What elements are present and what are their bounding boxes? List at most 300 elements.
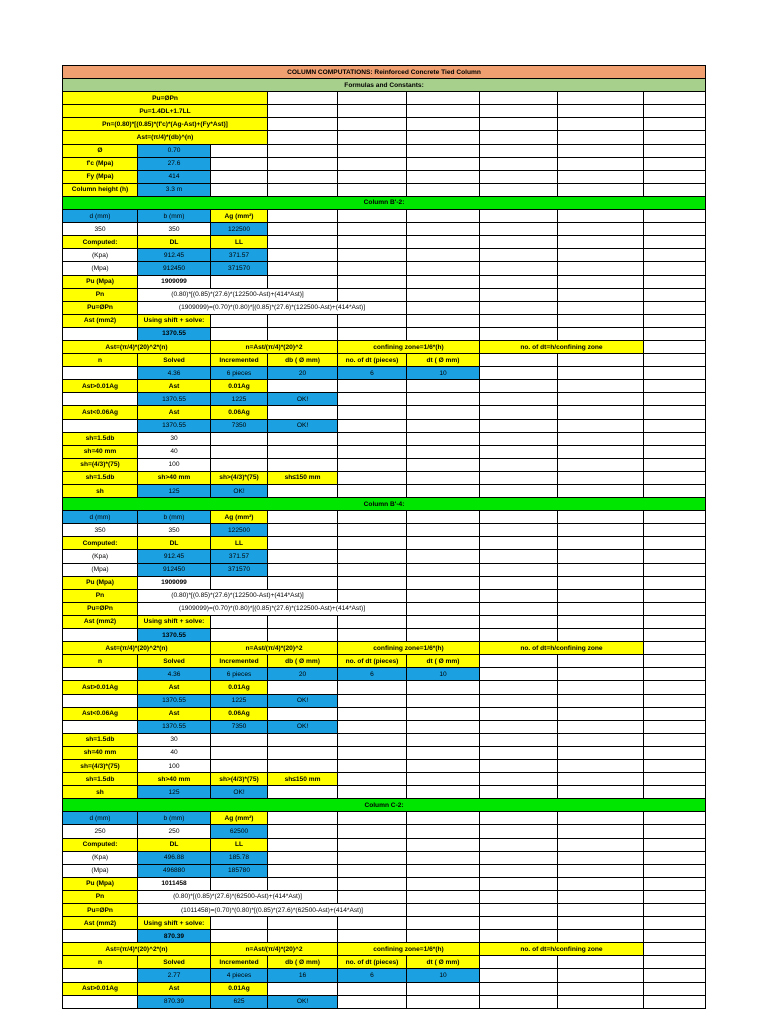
empty-cell bbox=[407, 746, 480, 759]
sh-value: 100 bbox=[138, 759, 211, 772]
empty-cell bbox=[338, 982, 407, 995]
empty-cell bbox=[558, 877, 644, 890]
formula-row bbox=[63, 131, 706, 144]
empty-cell bbox=[338, 445, 407, 458]
d-header: d (mm) bbox=[63, 812, 138, 825]
empty-cell bbox=[644, 327, 706, 340]
empty-cell bbox=[480, 864, 558, 877]
solved-header: Solved bbox=[138, 354, 211, 367]
empty-cell bbox=[644, 537, 706, 550]
sh-row bbox=[63, 733, 706, 746]
sh-label: sh=(4/3)*(75) bbox=[63, 458, 138, 471]
dt-header: dt ( Ø mm) bbox=[407, 956, 480, 969]
empty-cell bbox=[644, 890, 706, 903]
empty-cell bbox=[338, 92, 407, 105]
ast-equation: Ast=(π/4)*(20)^2*(n) bbox=[63, 340, 211, 353]
empty-cell bbox=[338, 615, 407, 628]
empty-cell bbox=[407, 812, 480, 825]
empty-cell bbox=[644, 419, 706, 432]
empty-cell bbox=[338, 157, 407, 170]
formulas-header: Formulas and Constants: bbox=[63, 79, 706, 92]
empty-cell bbox=[644, 615, 706, 628]
empty-cell bbox=[480, 904, 558, 917]
empty-cell bbox=[480, 759, 558, 772]
empty-cell bbox=[644, 367, 706, 380]
empty-cell bbox=[407, 589, 480, 602]
empty-cell bbox=[338, 262, 407, 275]
empty-cell bbox=[268, 236, 338, 249]
pn-label: Pn bbox=[63, 589, 138, 602]
empty-cell bbox=[407, 629, 480, 642]
empty-cell bbox=[480, 694, 558, 707]
puphi-label: Pu=ØPn bbox=[63, 602, 138, 615]
empty-cell bbox=[407, 471, 480, 484]
mpa-ll: 371570 bbox=[211, 563, 268, 576]
puphi-label: Pu=ØPn bbox=[63, 904, 138, 917]
ast-max-label: Ast<0.06Ag bbox=[63, 707, 138, 720]
empty-cell bbox=[338, 236, 407, 249]
empty-cell bbox=[268, 917, 338, 930]
confining-zone: confining zone=1/6*(h) bbox=[338, 943, 480, 956]
empty-cell bbox=[644, 720, 706, 733]
empty-cell bbox=[211, 629, 268, 642]
empty-cell bbox=[268, 982, 338, 995]
empty-cell bbox=[480, 655, 558, 668]
empty-cell bbox=[268, 563, 338, 576]
empty-cell bbox=[338, 720, 407, 733]
empty-cell bbox=[338, 563, 407, 576]
nodt-value: 6 bbox=[338, 969, 407, 982]
empty-cell bbox=[268, 707, 338, 720]
constant-label: f'c (Mpa) bbox=[63, 157, 138, 170]
empty-cell bbox=[644, 118, 706, 131]
sh-check-3: sh≤150 mm bbox=[268, 773, 338, 786]
empty-cell bbox=[211, 445, 268, 458]
empty-cell bbox=[644, 956, 706, 969]
empty-cell bbox=[558, 917, 644, 930]
empty-cell bbox=[644, 170, 706, 183]
empty-cell bbox=[407, 458, 480, 471]
empty-cell bbox=[644, 668, 706, 681]
empty-cell bbox=[211, 458, 268, 471]
empty-cell bbox=[407, 773, 480, 786]
ll-header: LL bbox=[211, 537, 268, 550]
empty-cell bbox=[480, 485, 558, 498]
empty-cell bbox=[407, 236, 480, 249]
nodt-header: no. of dt (pieces) bbox=[338, 354, 407, 367]
empty-cell bbox=[558, 838, 644, 851]
empty-cell bbox=[558, 432, 644, 445]
empty-cell bbox=[558, 210, 644, 223]
empty-cell bbox=[644, 183, 706, 196]
empty-cell bbox=[558, 380, 644, 393]
empty-cell bbox=[558, 327, 644, 340]
empty-cell bbox=[480, 812, 558, 825]
empty-cell bbox=[338, 406, 407, 419]
d-header: d (mm) bbox=[63, 210, 138, 223]
sh-check-1: sh>40 mm bbox=[138, 471, 211, 484]
empty-cell bbox=[558, 995, 644, 1008]
constant-value: 0.70 bbox=[138, 144, 211, 157]
constant-value: 3.3 m bbox=[138, 183, 211, 196]
empty-cell bbox=[268, 118, 338, 131]
d-value: 350 bbox=[63, 223, 138, 236]
empty-cell bbox=[407, 262, 480, 275]
empty-cell bbox=[644, 576, 706, 589]
ag-value: 62500 bbox=[211, 825, 268, 838]
empty-cell bbox=[407, 249, 480, 262]
empty-cell bbox=[268, 485, 338, 498]
b-value: 250 bbox=[138, 825, 211, 838]
ast-min-label: Ast>0.01Ag bbox=[63, 982, 138, 995]
empty-cell bbox=[63, 327, 138, 340]
empty-cell bbox=[407, 733, 480, 746]
equations-row bbox=[63, 340, 706, 353]
empty-cell bbox=[558, 864, 644, 877]
empty-cell bbox=[63, 930, 138, 943]
constant-label: Fy (Mpa) bbox=[63, 170, 138, 183]
ll-header: LL bbox=[211, 236, 268, 249]
empty-cell bbox=[558, 170, 644, 183]
mpa-dl: 912450 bbox=[138, 563, 211, 576]
empty-cell bbox=[480, 851, 558, 864]
sh-label: sh=40 mm bbox=[63, 746, 138, 759]
empty-cell bbox=[268, 445, 338, 458]
empty-cell bbox=[558, 471, 644, 484]
empty-cell bbox=[558, 314, 644, 327]
empty-cell bbox=[644, 314, 706, 327]
empty-cell bbox=[338, 288, 407, 301]
solved-value: 4.36 bbox=[138, 367, 211, 380]
empty-cell bbox=[338, 877, 407, 890]
empty-cell bbox=[268, 170, 338, 183]
empty-cell bbox=[480, 615, 558, 628]
kpa-row bbox=[63, 249, 706, 262]
n-value-row bbox=[63, 668, 706, 681]
empty-cell bbox=[407, 210, 480, 223]
pu-value: 1909099 bbox=[138, 275, 211, 288]
ag-value: 122500 bbox=[211, 524, 268, 537]
sh-final-row bbox=[63, 485, 706, 498]
empty-cell bbox=[338, 249, 407, 262]
pn-formula: (0.80)*[(0.85)*(27.6)*(122500-Ast)+(414*Ast)] bbox=[138, 589, 338, 602]
empty-cell bbox=[644, 511, 706, 524]
pu-label: Pu (Mpa) bbox=[63, 576, 138, 589]
empty-cell bbox=[268, 812, 338, 825]
empty-cell bbox=[407, 144, 480, 157]
empty-cell bbox=[338, 380, 407, 393]
empty-cell bbox=[407, 485, 480, 498]
sh-final-row bbox=[63, 786, 706, 799]
empty-cell bbox=[407, 890, 480, 903]
puphi-formula: (1909099)=(0.70)*(0.80)*[(0.85)*(27.6)*(122500-Ast)+(414*Ast)] bbox=[138, 602, 407, 615]
incremented-header: Incremented bbox=[211, 354, 268, 367]
empty-cell bbox=[63, 720, 138, 733]
sh-check-3: sh≤150 mm bbox=[268, 471, 338, 484]
empty-cell bbox=[644, 982, 706, 995]
n-value-row bbox=[63, 367, 706, 380]
constant-label: Ø bbox=[63, 144, 138, 157]
empty-cell bbox=[644, 458, 706, 471]
pn-row bbox=[63, 288, 706, 301]
n-label: n bbox=[63, 354, 138, 367]
empty-cell bbox=[268, 930, 338, 943]
empty-cell bbox=[480, 982, 558, 995]
dl-header: DL bbox=[138, 236, 211, 249]
empty-cell bbox=[480, 838, 558, 851]
n-header-row bbox=[63, 655, 706, 668]
empty-cell bbox=[407, 524, 480, 537]
empty-cell bbox=[644, 851, 706, 864]
empty-cell bbox=[407, 183, 480, 196]
puphi-formula: (1909099)=(0.70)*(0.80)*[(0.85)*(27.6)*(122500-Ast)+(414*Ast)] bbox=[138, 301, 407, 314]
ast-equation: Ast=(π/4)*(20)^2*(n) bbox=[63, 943, 211, 956]
empty-cell bbox=[644, 210, 706, 223]
empty-cell bbox=[558, 825, 644, 838]
empty-cell bbox=[644, 733, 706, 746]
empty-cell bbox=[407, 131, 480, 144]
empty-cell bbox=[63, 668, 138, 681]
empty-cell bbox=[644, 812, 706, 825]
empty-cell bbox=[480, 550, 558, 563]
empty-cell bbox=[644, 445, 706, 458]
empty-cell bbox=[211, 615, 268, 628]
empty-cell bbox=[480, 733, 558, 746]
empty-cell bbox=[338, 118, 407, 131]
empty-cell bbox=[558, 524, 644, 537]
pu-row bbox=[63, 275, 706, 288]
empty-cell bbox=[338, 511, 407, 524]
empty-cell bbox=[338, 419, 407, 432]
empty-cell bbox=[558, 458, 644, 471]
mpa-row bbox=[63, 563, 706, 576]
empty-cell bbox=[268, 406, 338, 419]
kpa-label: (Kpa) bbox=[63, 550, 138, 563]
ast-value: 870.39 bbox=[138, 930, 211, 943]
ok-badge: OK! bbox=[211, 485, 268, 498]
empty-cell bbox=[268, 537, 338, 550]
empty-cell bbox=[558, 615, 644, 628]
empty-cell bbox=[644, 354, 706, 367]
empty-cell bbox=[211, 877, 268, 890]
empty-cell bbox=[558, 288, 644, 301]
pu-label: Pu (Mpa) bbox=[63, 877, 138, 890]
pn-label: Pn bbox=[63, 890, 138, 903]
empty-cell bbox=[268, 746, 338, 759]
empty-cell bbox=[268, 759, 338, 772]
empty-cell bbox=[211, 759, 268, 772]
empty-cell bbox=[268, 275, 338, 288]
empty-cell bbox=[644, 380, 706, 393]
empty-cell bbox=[407, 707, 480, 720]
empty-cell bbox=[644, 471, 706, 484]
empty-cell bbox=[558, 890, 644, 903]
empty-cell bbox=[338, 314, 407, 327]
empty-cell bbox=[338, 930, 407, 943]
ast-min-label: Ast>0.01Ag bbox=[63, 380, 138, 393]
empty-cell bbox=[480, 511, 558, 524]
empty-cell bbox=[268, 249, 338, 262]
empty-cell bbox=[338, 210, 407, 223]
empty-cell bbox=[407, 157, 480, 170]
puphi-row bbox=[63, 602, 706, 615]
incremented-value: 6 pieces bbox=[211, 668, 268, 681]
empty-cell bbox=[268, 262, 338, 275]
empty-cell bbox=[268, 131, 338, 144]
empty-cell bbox=[558, 105, 644, 118]
ast-row bbox=[63, 314, 706, 327]
empty-cell bbox=[268, 458, 338, 471]
empty-cell bbox=[480, 445, 558, 458]
empty-cell bbox=[338, 629, 407, 642]
empty-cell bbox=[644, 681, 706, 694]
dims-header-row bbox=[63, 210, 706, 223]
empty-cell bbox=[558, 904, 644, 917]
sh-row bbox=[63, 759, 706, 772]
empty-cell bbox=[644, 288, 706, 301]
ast-min-ast: Ast bbox=[138, 681, 211, 694]
empty-cell bbox=[480, 249, 558, 262]
empty-cell bbox=[558, 576, 644, 589]
empty-cell bbox=[644, 773, 706, 786]
empty-cell bbox=[338, 576, 407, 589]
empty-cell bbox=[268, 432, 338, 445]
ast-min-label: Ast>0.01Ag bbox=[63, 681, 138, 694]
dims-header-row bbox=[63, 812, 706, 825]
mpa-row bbox=[63, 864, 706, 877]
empty-cell bbox=[644, 995, 706, 1008]
empty-cell bbox=[268, 864, 338, 877]
empty-cell bbox=[480, 419, 558, 432]
pn-row bbox=[63, 589, 706, 602]
empty-cell bbox=[268, 576, 338, 589]
empty-cell bbox=[644, 917, 706, 930]
pu-row bbox=[63, 877, 706, 890]
empty-cell bbox=[63, 969, 138, 982]
ast-value: 1370.55 bbox=[138, 327, 211, 340]
empty-cell bbox=[480, 210, 558, 223]
empty-cell bbox=[480, 995, 558, 1008]
empty-cell bbox=[407, 851, 480, 864]
ag-header: Ag (mm²) bbox=[211, 511, 268, 524]
empty-cell bbox=[338, 825, 407, 838]
n-header-row bbox=[63, 354, 706, 367]
sh-row bbox=[63, 458, 706, 471]
kpa-ll: 185.78 bbox=[211, 851, 268, 864]
empty-cell bbox=[558, 956, 644, 969]
puphi-row bbox=[63, 904, 706, 917]
empty-cell bbox=[338, 275, 407, 288]
empty-cell bbox=[644, 825, 706, 838]
solved-value: 2.77 bbox=[138, 969, 211, 982]
empty-cell bbox=[407, 170, 480, 183]
empty-cell bbox=[338, 144, 407, 157]
puphi-row bbox=[63, 301, 706, 314]
empty-cell bbox=[480, 406, 558, 419]
empty-cell bbox=[268, 105, 338, 118]
dl-header: DL bbox=[138, 537, 211, 550]
ast-min-ast: Ast bbox=[138, 982, 211, 995]
equations-row bbox=[63, 943, 706, 956]
empty-cell bbox=[268, 524, 338, 537]
empty-cell bbox=[407, 917, 480, 930]
empty-cell bbox=[644, 236, 706, 249]
d-value: 250 bbox=[63, 825, 138, 838]
empty-cell bbox=[211, 432, 268, 445]
empty-cell bbox=[558, 131, 644, 144]
empty-cell bbox=[480, 131, 558, 144]
empty-cell bbox=[211, 157, 268, 170]
dims-row bbox=[63, 524, 706, 537]
empty-cell bbox=[558, 982, 644, 995]
empty-cell bbox=[63, 629, 138, 642]
section-title-row bbox=[63, 799, 706, 812]
dt-value: 10 bbox=[407, 668, 480, 681]
ast-min-ag: 0.01Ag bbox=[211, 681, 268, 694]
empty-cell bbox=[558, 537, 644, 550]
empty-cell bbox=[211, 917, 268, 930]
ast-max-ast: Ast bbox=[138, 707, 211, 720]
empty-cell bbox=[338, 471, 407, 484]
ok-badge: OK! bbox=[268, 995, 338, 1008]
empty-cell bbox=[644, 131, 706, 144]
ast-min-row bbox=[63, 681, 706, 694]
empty-cell bbox=[558, 733, 644, 746]
d-header: d (mm) bbox=[63, 511, 138, 524]
constant-row bbox=[63, 144, 706, 157]
empty-cell bbox=[558, 485, 644, 498]
empty-cell bbox=[644, 694, 706, 707]
empty-cell bbox=[211, 314, 268, 327]
pn-formula: (0.80)*[(0.85)*(27.6)*(122500-Ast)+(414*Ast)] bbox=[138, 288, 338, 301]
mpa-dl: 912450 bbox=[138, 262, 211, 275]
empty-cell bbox=[558, 786, 644, 799]
empty-cell bbox=[407, 681, 480, 694]
empty-cell bbox=[558, 92, 644, 105]
empty-cell bbox=[480, 275, 558, 288]
empty-cell bbox=[407, 223, 480, 236]
empty-cell bbox=[644, 786, 706, 799]
empty-cell bbox=[644, 969, 706, 982]
db-header: db ( Ø mm) bbox=[268, 956, 338, 969]
ast-min-values-row bbox=[63, 995, 706, 1008]
empty-cell bbox=[268, 825, 338, 838]
empty-cell bbox=[480, 917, 558, 930]
sh-value: 40 bbox=[138, 445, 211, 458]
formula-cell: Ast=(π/4)*(db)^(n) bbox=[63, 131, 268, 144]
empty-cell bbox=[268, 511, 338, 524]
empty-cell bbox=[338, 694, 407, 707]
empty-cell bbox=[407, 694, 480, 707]
empty-cell bbox=[644, 563, 706, 576]
empty-cell bbox=[558, 720, 644, 733]
formula-row bbox=[63, 92, 706, 105]
empty-cell bbox=[644, 262, 706, 275]
empty-cell bbox=[644, 629, 706, 642]
empty-cell bbox=[338, 170, 407, 183]
kpa-dl: 912.45 bbox=[138, 249, 211, 262]
empty-cell bbox=[644, 157, 706, 170]
empty-cell bbox=[480, 327, 558, 340]
empty-cell bbox=[480, 707, 558, 720]
empty-cell bbox=[407, 118, 480, 131]
constant-value: 414 bbox=[138, 170, 211, 183]
ast-row bbox=[63, 615, 706, 628]
section-title-row bbox=[63, 196, 706, 209]
solved-header: Solved bbox=[138, 956, 211, 969]
empty-cell bbox=[407, 982, 480, 995]
empty-cell bbox=[211, 746, 268, 759]
